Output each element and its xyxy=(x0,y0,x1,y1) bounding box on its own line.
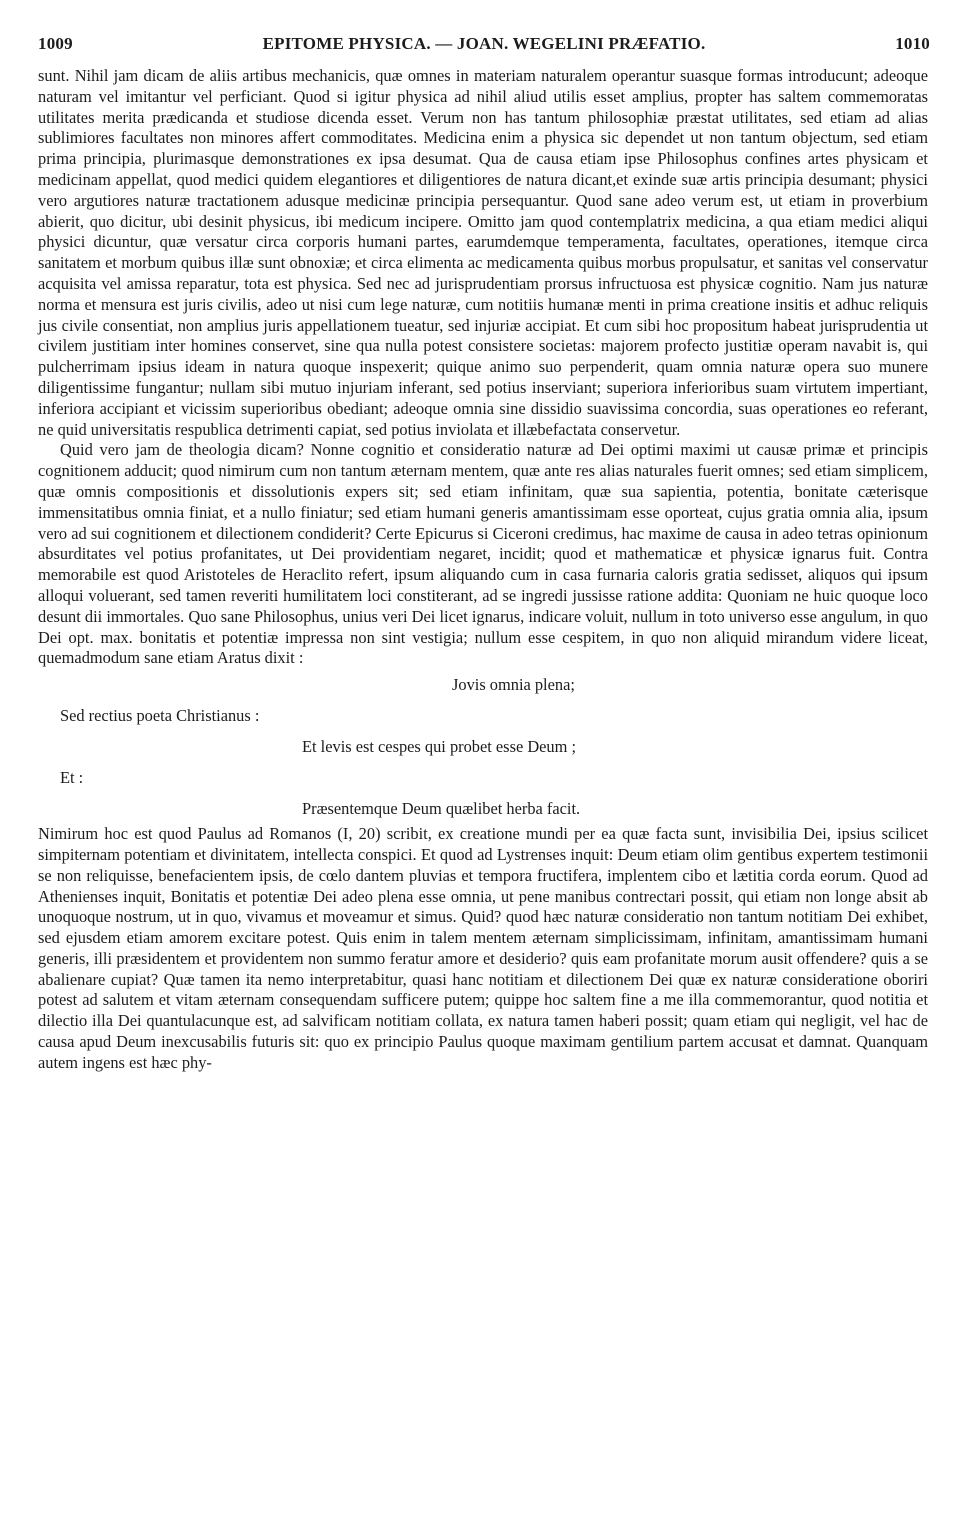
page-number-right: 1010 xyxy=(895,34,930,53)
paragraph-theology: Quid vero jam de theologia dicam? Nonne cognitio et consideratio naturæ ad Dei optimi maximi ut causæ primæ et principis cognitionem adducit; quod nimirum cum non tantum æternam mentem, quæ ante res alias naturales fuerit omnes; sed etiam simplicem, quæ omnis compositionis et dissolutionis expers sit; sed etiam infinitam, quæ sua sapientia, potentia, bonitate cæterisque immensitatibus omnia finiat, et a nullo finiatur; sed etiam humani generis amantissimam esse oporteat, cujus gratia omnia alia, ipsum vero ad sui cognitionem et dilectionem condiderit? Certe Epicurus si Ciceroni credimus, hac maxime de causa in adeo tetras opinionum absurditates vel potius profanitates, ut Dei providentiam negaret, incidit; quod et mathematicæ et physicæ ignarus fuit. Contra memorabile est quod Aristoteles de Heraclito refert, ipsum aliquando cum in casa furnaria caloris gratia sedisset, aliquos qui ipsum alloqui voluerant, sed tamen reveriti humilitatem loci constiterant, ad se ingredi jussisse ratione addita: Quoniam ne huic quoque loco desunt dii immortales. Quo sane Philosophus, unius veri Dei licet ignarus, indicare voluit, nullum in toto universo esse angulum, in quo Dei opt. max. bonitatis et potentiæ impressa non sint vestigia; nullum esse cespitem, in quo non aliquid mirandum videre liceat, quemadmodum sane etiam Aratus dixit : xyxy=(38,440,928,668)
verse-line-1: Et levis est cespes qui probet esse Deum ; xyxy=(302,737,577,757)
verse-et-label: Et : xyxy=(60,768,84,788)
verse-line-2: Præsentemque Deum quælibet herba facit. xyxy=(302,799,581,819)
paragraph-paul: Nimirum hoc est quod Paulus ad Romanos (I, 20) scribit, ex creatione mundi per ea quæ facta sunt, invisibilia Dei, ipsius scilicet simpiternam potentiam et divinitatem, intellecta conspici. Et quod ad Lystrenses inquit: Deum etiam olim gentibus expertem testimonii se non reliquisse, benefacientem ipsis, de cœlo dantem pluvias et tempora fructifera, implentem cibo et lætitia corda eorum. Quod ad Athenienses inquit, Bonitatis et potentiæ Dei adeo plena esse omnia, ut pene manibus contrectari possit, qui etiam non longe absit ab unoquoque nostrum, ut in quo, vivamus et moveamur et simus. Quid? quod hæc naturæ consideratio non tantum notitiam Dei exhibet, sed ejusdem etiam amorem excitare potest. Quis enim in talem mentem æternam simplicissimam, infinitam, amantissimam humani generis, illi præsidentem et providentem non summo feratur amore et desiderio? quis eam profanitate morum ausit offendere? quis a se abalienare cupiat? Quæ tamen ita nemo interpretabitur, quasi hanc notitiam et dilectionem Dei quæ ex naturæ consideratione oboriri potest ad salutem et vitam æternam consequendam sufficere putem; quippe hoc saltem fine a me illa commemorantur, quod notitia et dilectio illa Dei quantulacunque est, ad salvificam notitiam collata, ex natura tamen haberi possit; quam etiam qui negligit, vel hac de causa apud Deum inexcusabilis futuris sit: quo ex principio Paulus quoque maximam gentilium partem accusat et damnat. Quanquam autem ingens est hæc phy- xyxy=(38,824,928,1072)
running-title: EPITOME PHYSICA. — JOAN. WEGELINI PRÆFATIO. xyxy=(262,34,706,53)
paragraph-physics-medicine-law: sunt. Nihil jam dicam de aliis artibus mechanicis, quæ omnes in materiam naturalem operantur suasque formas introducunt; adeoque naturam vel imitantur vel perficiant. Quod si igitur physica ad nihil aliud utilis esset amplius, propter has saltem commemoratas utilitates merita prædicanda et studiose dicenda esset. Verum non has tantum philosophiæ præstat utilitates, sed etiam ad alias sublimiores facultates non minores affert commoditates. Medicina enim a physica sic dependet ut non tantum objectum, sed etiam prima principia, plurimasque demonstrationes ex ipsa desumat. Qua de causa etiam ipse Philosophus confines artes physicam et medicinam appellat, quod medici quidem elegantiores et diligentiores de natura dicant,et exinde suæ artis principia desumant; physici vero argutiores naturæ tractationem adusque medicinæ principia persequantur. Quod sane adeo verum est, ut etiam in proverbium abierit, quo dicitur, ubi desinit physicus, ibi medicum incipere. Omitto jam quod contemplatrix medicina, a qua etiam medici aliqui physici dicuntur, quæ versatur circa corporis humani partes, earumdemque temperamenta, facultates, operationes, itemque circa sanitatem et morbum quibus illæ sunt obnoxiæ; et circa elimenta ac medicamenta quibus morbus propulsatur, et sanitas vel conservatur acquisita vel amissa reparatur, tota est physica. Sed nec ad jurisprudentiam prorsus infructuosa est physicæ cognitio. Nam jus naturæ norma et mensura est juris civilis, adeo ut nisi cum lege naturæ, cum notitiis humanæ menti in prima creatione insitis et adhuc reliquis jus civile consentiat, non amplius juris appellationem tueatur, sed injuriæ accipiat. Et cum sibi hoc propositum habeat jurisprudentia ut civilem justitiam inter homines conservet, sine qua nulla potest consistere societas: majorem profecto justitiæ operam navabit is, qui pulcherrimam ipsius ideam in natura quoque inspexerit; quique animo suo perpenderit, quam omnia naturæ opera suo munere diligentissime fungantur; nullam sibi mutuo injuriam inferant, sed potius inserviant; superiora inferioribus suam virtutem impertiant, inferiora accipiant et vicissim superioribus obediant; adeoque omnia sine dissidio suavissima concordia, suas operationes eo referant, ne quid universitatis respublica detrimenti capiat, sed potius inviolata et illæbefactata conservetur. xyxy=(38,66,928,439)
page-number-left: 1009 xyxy=(38,34,73,53)
page-header xyxy=(38,34,930,60)
verse-intro: Sed rectius poeta Christianus : xyxy=(60,706,260,726)
main-text xyxy=(38,66,928,1074)
verse-aratus: Jovis omnia plena; xyxy=(452,675,575,695)
